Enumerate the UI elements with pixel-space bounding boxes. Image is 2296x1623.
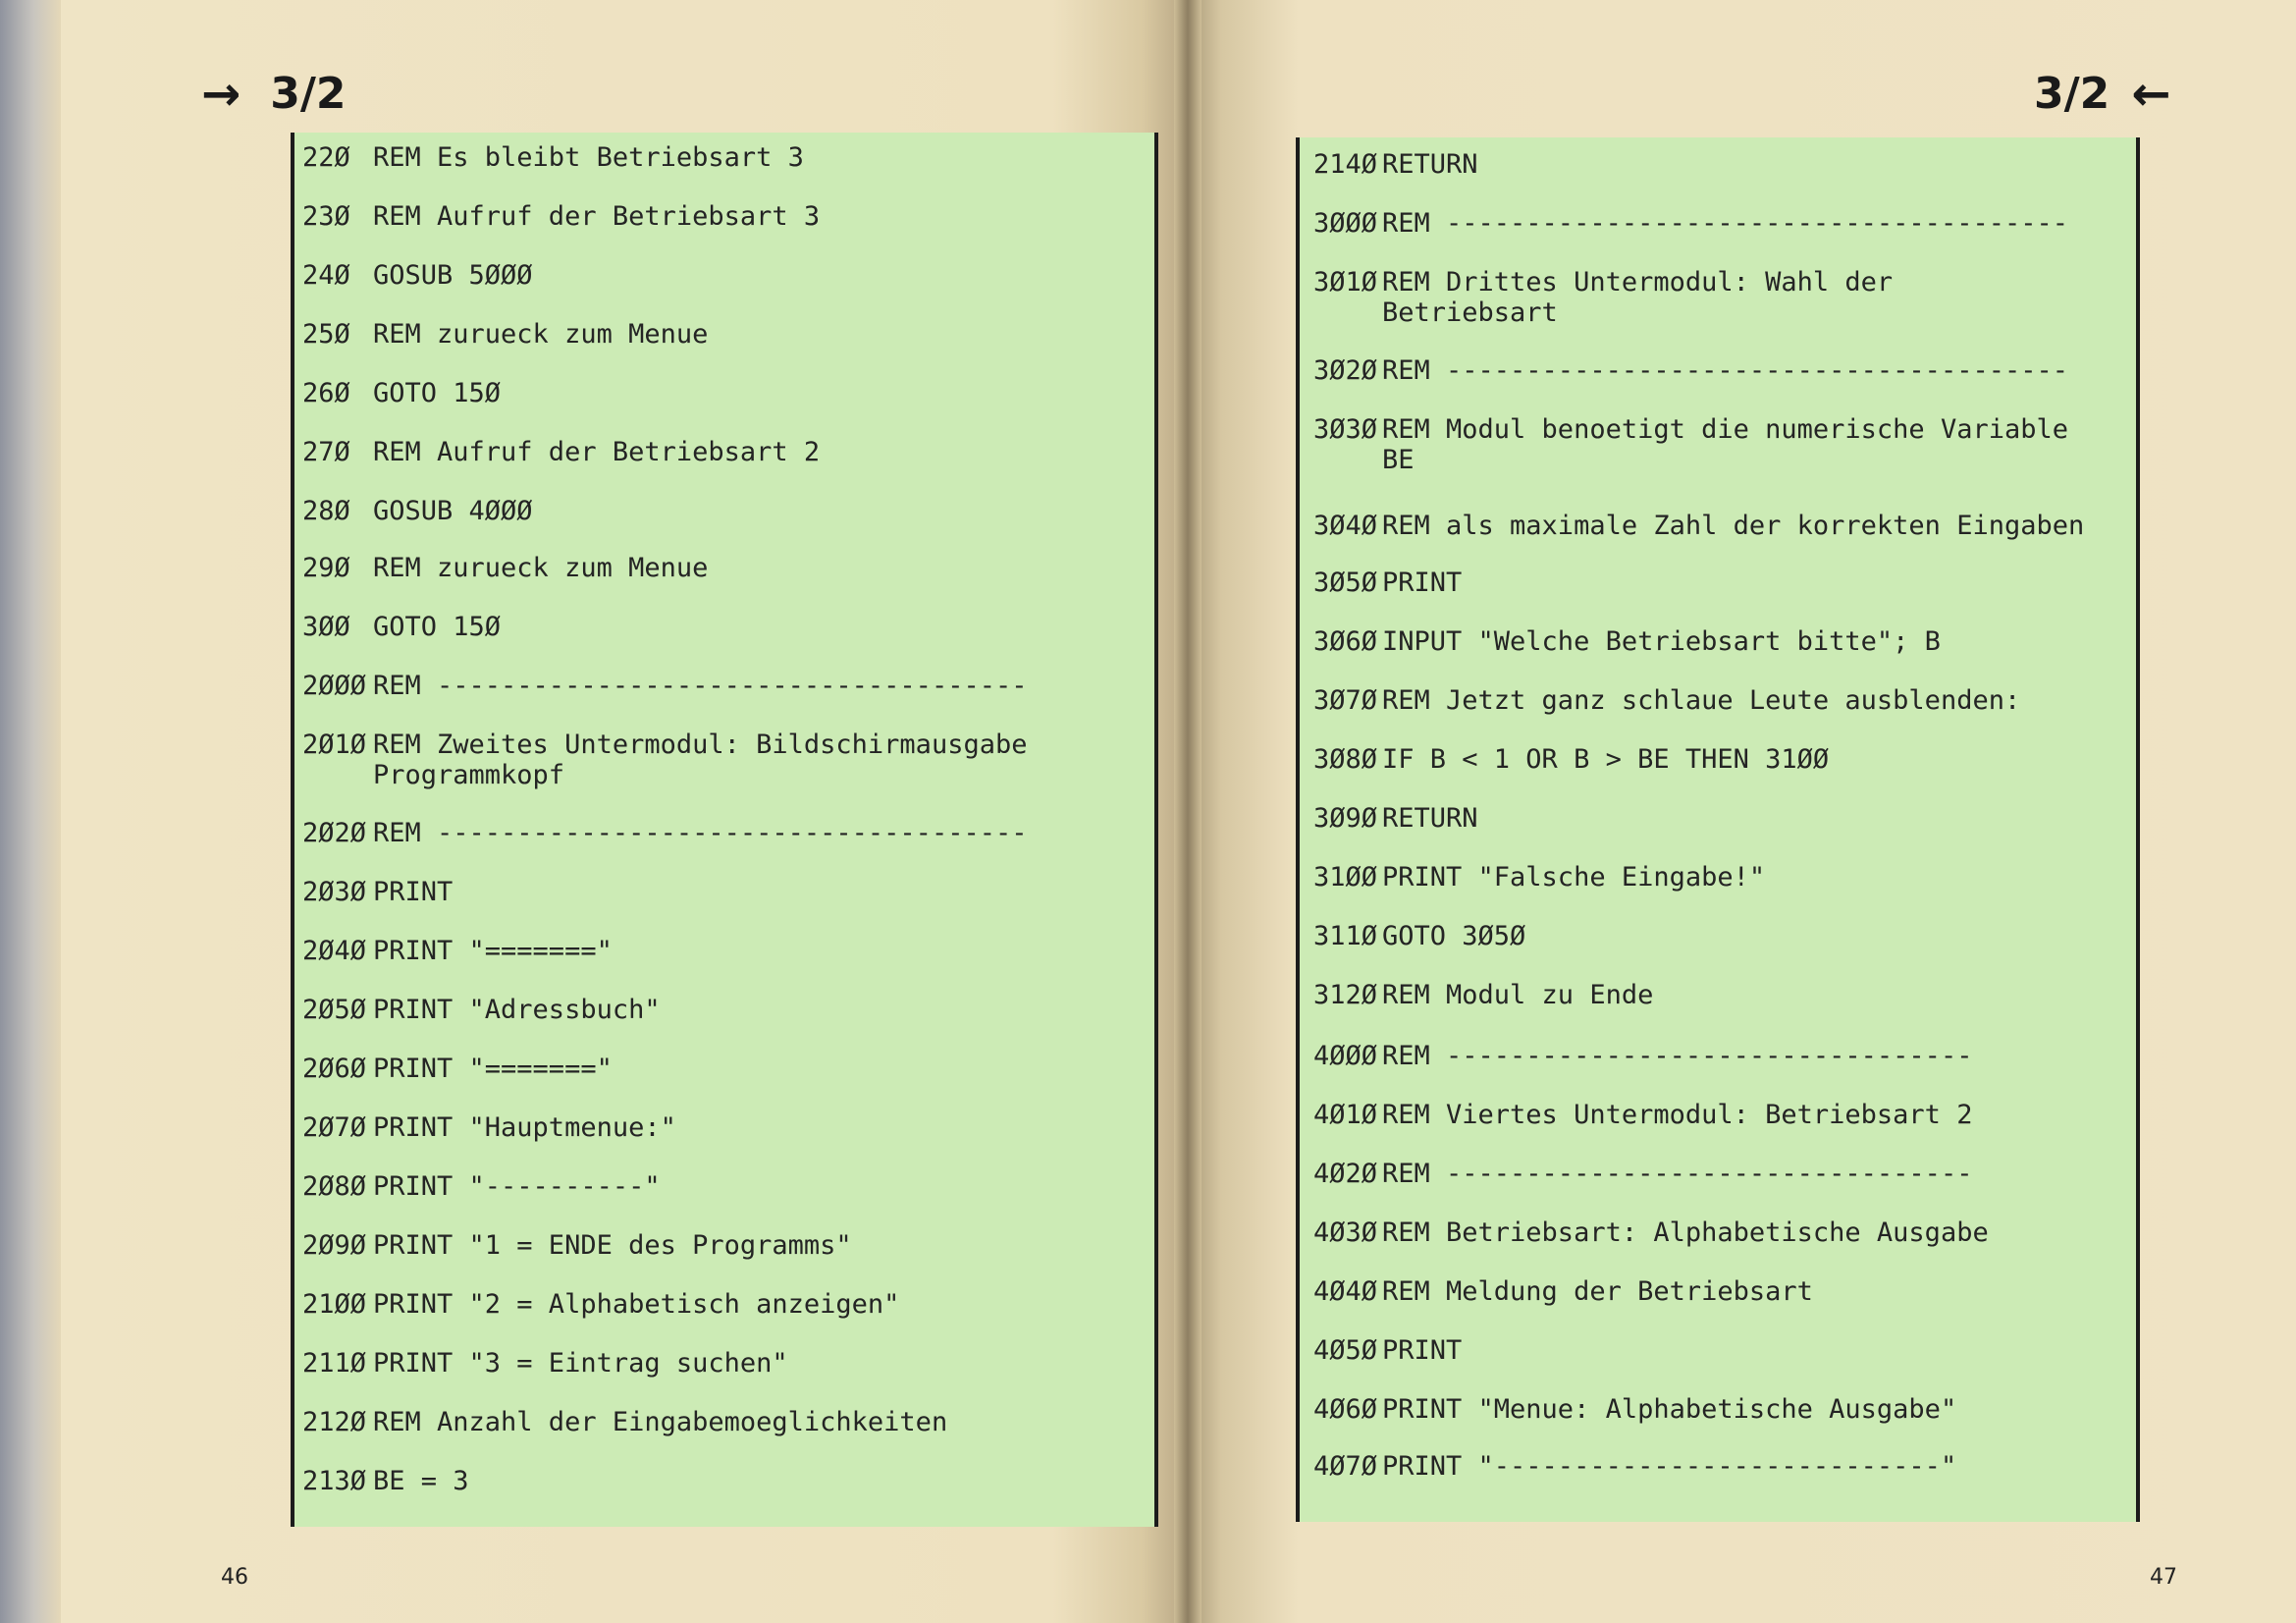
line-statement: REM Jetzt ganz schlaue Leute ausblenden: xyxy=(1382,685,2021,716)
line-statement: REM Aufruf der Betriebsart 2 xyxy=(373,437,821,467)
code-line xyxy=(1313,1217,1989,1248)
line-statement: REM Modul benoetigt die numerische Variable BE xyxy=(1382,414,2068,475)
line-number: 3Ø1Ø xyxy=(1313,267,1378,298)
right-section-heading xyxy=(2034,66,2171,122)
line-statement: PRINT "=======" xyxy=(373,1054,613,1084)
line-number: 4Ø3Ø xyxy=(1313,1217,1378,1248)
code-line xyxy=(302,1407,947,1437)
line-number: 312Ø xyxy=(1313,980,1378,1010)
code-line xyxy=(1313,208,2068,239)
code-line xyxy=(1313,1041,1972,1071)
code-line xyxy=(302,995,661,1025)
line-number: 214Ø xyxy=(1313,149,1378,180)
line-number: 4Ø5Ø xyxy=(1313,1335,1378,1366)
code-line xyxy=(1313,744,1829,775)
line-statement: PRINT "1 = ENDE des Programms" xyxy=(373,1230,852,1261)
code-line xyxy=(302,1348,788,1379)
left-section-heading xyxy=(201,66,347,122)
line-statement: REM als maximale Zahl der korrekten Eingaben xyxy=(1382,511,2085,541)
line-statement: REM --------------------------------------- xyxy=(1382,355,2068,386)
line-statement: REM Modul zu Ende xyxy=(1382,980,1654,1010)
code-line xyxy=(1313,803,1478,834)
code-line xyxy=(302,1112,676,1143)
code-line xyxy=(1313,1451,1956,1482)
line-statement: GOTO 3Ø5Ø xyxy=(1382,921,1526,951)
line-number: 3Ø8Ø xyxy=(1313,744,1378,775)
line-statement: REM Viertes Untermodul: Betriebsart 2 xyxy=(1382,1100,1973,1130)
code-line xyxy=(302,1289,899,1320)
line-number: 3Ø5Ø xyxy=(1313,568,1378,598)
line-statement: PRINT "Falsche Eingabe!" xyxy=(1382,862,1766,893)
line-number: 3Ø7Ø xyxy=(1313,685,1378,716)
line-number: 2Ø1Ø xyxy=(302,730,367,760)
line-statement: PRINT xyxy=(1382,568,1463,598)
line-number: 212Ø xyxy=(302,1407,367,1437)
code-line xyxy=(1313,355,2068,386)
code-line xyxy=(1313,414,2068,475)
line-statement: REM Meldung der Betriebsart xyxy=(1382,1276,1813,1307)
line-number: 211Ø xyxy=(302,1348,367,1379)
line-statement: PRINT "Menue: Alphabetische Ausgabe" xyxy=(1382,1394,1957,1425)
line-number: 2Ø2Ø xyxy=(302,818,367,848)
code-line xyxy=(1313,568,1462,598)
book-gutter xyxy=(1174,0,1201,1623)
line-number: 3ØØØ xyxy=(1313,208,1378,239)
line-statement: REM --------------------------------------- xyxy=(1382,208,2068,239)
code-line xyxy=(1313,980,1653,1010)
line-number: 27Ø xyxy=(302,437,350,467)
line-number: 3Ø4Ø xyxy=(1313,511,1378,541)
line-number: 2Ø9Ø xyxy=(302,1230,367,1261)
line-number: 4Ø1Ø xyxy=(1313,1100,1378,1130)
line-statement: REM zurueck zum Menue xyxy=(373,319,709,350)
line-statement: PRINT "----------" xyxy=(373,1171,661,1202)
line-number: 4ØØØ xyxy=(1313,1041,1378,1071)
code-line xyxy=(1313,511,2084,541)
code-line xyxy=(1313,267,1893,328)
code-line xyxy=(302,260,533,291)
code-line xyxy=(302,612,501,642)
line-number: 23Ø xyxy=(302,201,350,232)
line-statement: PRINT "2 = Alphabetisch anzeigen" xyxy=(373,1289,900,1320)
line-number: 2Ø4Ø xyxy=(302,936,367,966)
line-statement: REM --------------------------------- xyxy=(1382,1041,1973,1071)
line-number: 4Ø4Ø xyxy=(1313,1276,1378,1307)
line-number: 2Ø8Ø xyxy=(302,1171,367,1202)
code-line xyxy=(1313,626,1941,657)
line-statement: REM Es bleibt Betriebsart 3 xyxy=(373,142,804,173)
right-heading-label: 3/2 xyxy=(2034,69,2110,119)
code-line xyxy=(302,818,1027,848)
code-line xyxy=(302,1230,852,1261)
line-statement: BE = 3 xyxy=(373,1466,469,1496)
line-number: 22Ø xyxy=(302,142,350,173)
left-page-number: 46 xyxy=(221,1565,248,1590)
line-number: 2ØØØ xyxy=(302,671,367,701)
code-line xyxy=(302,1466,469,1496)
code-line xyxy=(302,1171,661,1202)
code-line xyxy=(302,142,804,173)
code-line xyxy=(1313,1159,1972,1189)
right-page-number: 47 xyxy=(2150,1565,2177,1590)
line-statement: GOSUB 5ØØØ xyxy=(373,260,533,291)
line-number: 311Ø xyxy=(1313,921,1378,951)
line-number: 29Ø xyxy=(302,553,350,583)
scan-edge-shadow xyxy=(0,0,61,1623)
code-line xyxy=(302,553,708,583)
arrow-left-icon: ← xyxy=(2131,66,2171,122)
line-number: 2Ø3Ø xyxy=(302,877,367,907)
line-statement: GOSUB 4ØØØ xyxy=(373,496,533,526)
right-code-listing xyxy=(1296,137,2140,1522)
line-statement: PRINT "----------------------------" xyxy=(1382,1451,1957,1482)
line-number: 26Ø xyxy=(302,378,350,408)
line-statement: PRINT "Adressbuch" xyxy=(373,995,661,1025)
line-statement: PRINT "3 = Eintrag suchen" xyxy=(373,1348,788,1379)
code-line xyxy=(302,730,1027,790)
line-number: 21ØØ xyxy=(302,1289,367,1320)
line-statement: PRINT "Hauptmenue:" xyxy=(373,1112,676,1143)
line-statement: REM Aufruf der Betriebsart 3 xyxy=(373,201,821,232)
code-line xyxy=(302,671,1027,701)
line-number: 25Ø xyxy=(302,319,350,350)
line-number: 2Ø6Ø xyxy=(302,1054,367,1084)
line-statement: REM ------------------------------------- xyxy=(373,818,1028,848)
line-number: 3ØØ xyxy=(302,612,350,642)
line-number: 3Ø3Ø xyxy=(1313,414,1378,445)
code-line xyxy=(302,437,820,467)
arrow-right-icon: → xyxy=(201,66,241,122)
code-line xyxy=(1313,1276,1813,1307)
line-number: 2Ø7Ø xyxy=(302,1112,367,1143)
line-number: 213Ø xyxy=(302,1466,367,1496)
code-line xyxy=(1313,1394,1956,1425)
line-number: 4Ø2Ø xyxy=(1313,1159,1378,1189)
line-number: 4Ø7Ø xyxy=(1313,1451,1378,1482)
line-number: 24Ø xyxy=(302,260,350,291)
code-line xyxy=(302,877,453,907)
line-statement: INPUT "Welche Betriebsart bitte"; B xyxy=(1382,626,1941,657)
code-line xyxy=(302,319,708,350)
line-statement: RETURN xyxy=(1382,149,1478,180)
line-statement: REM --------------------------------- xyxy=(1382,1159,1973,1189)
line-statement: IF B < 1 OR B > BE THEN 31ØØ xyxy=(1382,744,1830,775)
code-line xyxy=(302,201,820,232)
line-statement: PRINT "=======" xyxy=(373,936,613,966)
code-line xyxy=(1313,921,1525,951)
line-number: 3Ø9Ø xyxy=(1313,803,1378,834)
line-statement: REM Anzahl der Eingabemoeglichkeiten xyxy=(373,1407,948,1437)
line-statement: REM Drittes Untermodul: Wahl der Betriebsart xyxy=(1382,267,1894,328)
line-number: 4Ø6Ø xyxy=(1313,1394,1378,1425)
line-number: 3Ø6Ø xyxy=(1313,626,1378,657)
code-line xyxy=(302,496,533,526)
code-line xyxy=(1313,1100,1972,1130)
line-statement: RETURN xyxy=(1382,803,1478,834)
line-statement: PRINT xyxy=(1382,1335,1463,1366)
code-line xyxy=(302,378,501,408)
code-line xyxy=(302,936,613,966)
code-line xyxy=(1313,862,1765,893)
code-line xyxy=(1313,1335,1462,1366)
line-statement: GOTO 15Ø xyxy=(373,612,502,642)
line-statement: REM ------------------------------------- xyxy=(373,671,1028,701)
line-statement: GOTO 15Ø xyxy=(373,378,502,408)
code-line xyxy=(302,1054,613,1084)
line-statement: REM Betriebsart: Alphabetische Ausgabe xyxy=(1382,1217,1989,1248)
left-heading-label: 3/2 xyxy=(270,69,347,119)
code-line xyxy=(1313,149,1478,180)
line-statement: REM zurueck zum Menue xyxy=(373,553,709,583)
code-line xyxy=(1313,685,2020,716)
line-statement: PRINT xyxy=(373,877,454,907)
line-number: 28Ø xyxy=(302,496,350,526)
line-statement: REM Zweites Untermodul: Bildschirmausgabe Programmkopf xyxy=(373,730,1028,790)
line-number: 2Ø5Ø xyxy=(302,995,367,1025)
line-number: 3Ø2Ø xyxy=(1313,355,1378,386)
line-number: 31ØØ xyxy=(1313,862,1378,893)
left-code-listing xyxy=(291,133,1158,1527)
